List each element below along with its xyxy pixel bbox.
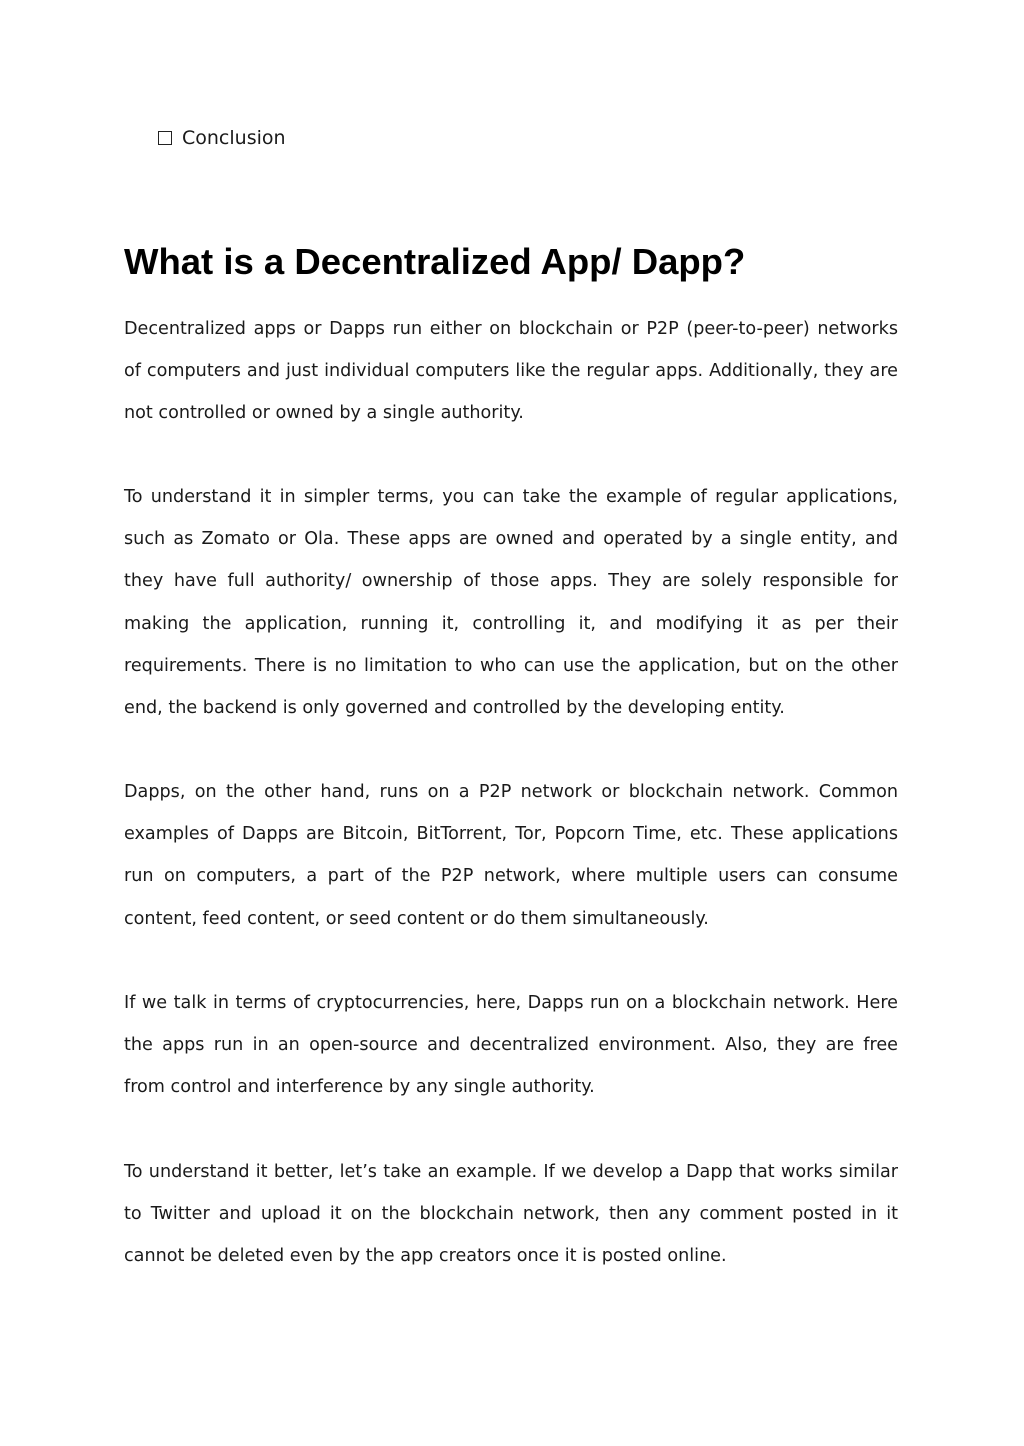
toc-item-label: Conclusion: [182, 127, 286, 149]
section-heading: What is a Decentralized App/ Dapp?: [124, 241, 746, 282]
paragraph-dapps-examples: Dapps, on the other hand, runs on a P2P network or blockchain network. Common examples of Dapps are Bitcoin, BitTorrent, Tor, Popcorn Time, etc. These applications run on computers, a part of the P2P network, where multiple users can consume content, feed content, or seed content or do them simultaneously.: [124, 782, 898, 929]
paragraph-cryptocurrencies: If we talk in terms of cryptocurrencies, here, Dapps run on a blockchain network. Here the apps run in an open-source and decentralized environment. Also, they are free from control and interference by any single authority.: [124, 993, 898, 1098]
paragraph-twitter-example: To understand it better, let’s take an example. If we develop a Dapp that works similar to Twitter and upload it on the blockchain network, then any comment posted in it cannot be deleted even by the app creators once it is posted online.: [124, 1162, 898, 1267]
paragraph-definition: Decentralized apps or Dapps run either on blockchain or P2P (peer-to-peer) networks of computers and just individual computers like the regular apps. Additionally, they are not controlled or owned by a single authority.: [124, 319, 898, 424]
paragraph-regular-apps: To understand it in simpler terms, you can take the example of regular applications, such as Zomato or Ola. These apps are owned and operated by a single entity, and they have full authority/ ownership of those apps. They are solely responsible for making the application, running it, controlling it, and modifying it as per their requirements. There is no limitation to who can use the application, but on the other end, the backend is only governed and controlled by the developing entity.: [124, 487, 898, 719]
checkbox-icon: [158, 131, 172, 145]
toc-item-conclusion: [158, 124, 286, 152]
